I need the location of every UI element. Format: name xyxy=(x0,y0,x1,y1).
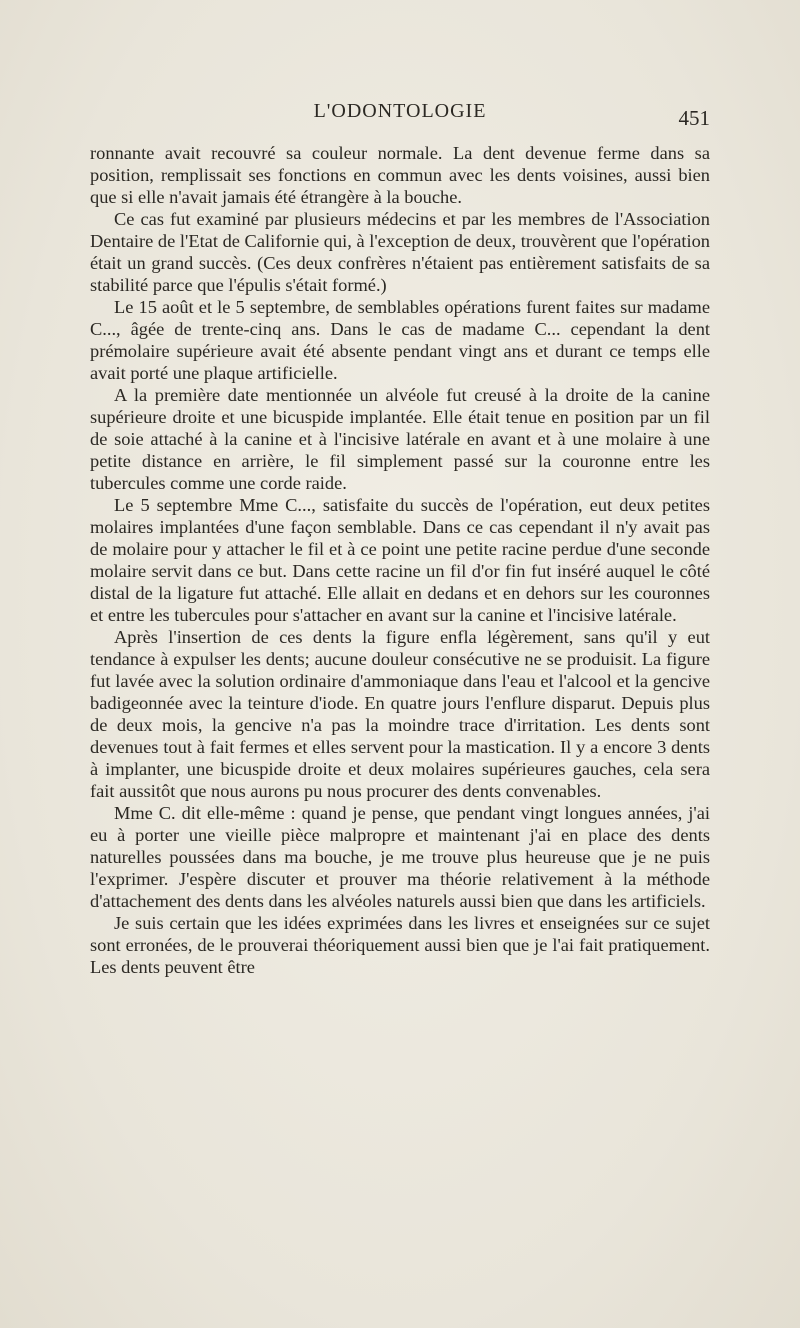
paragraph: Je suis certain que les idées exprimées dans les livres et enseignées sur ce sujet sont erronées, de le prouverai théoriquement aussi bien que je l'ai fait pratiquement. Les dents peuvent être xyxy=(90,913,710,977)
journal-title: L'ODONTOLOGIE xyxy=(313,100,487,122)
paragraph: Ce cas fut examiné par plusieurs médecins et par les membres de l'Association Dentaire de l'Etat de Californie qui, à l'exception de deux, trouvèrent que l'opération était un grand succès. (Ces deux confrères n'étaient pas entièrement satisfaits de sa stabilité parce que l'épulis s'était formé.) xyxy=(90,209,710,295)
running-head xyxy=(90,96,710,130)
paragraph: Après l'insertion de ces dents la figure enfla légèrement, sans qu'il y eut tendance à expulser les dents; aucune douleur consécutive ne se produisit. La figure fut lavée avec la solution ordinaire d'ammoniaque dans l'eau et l'alcool et la gencive badigeonnée avec la teinture d'iode. En quatre jours l'enflure disparut. Depuis plus de deux mois, la gencive n'a pas la moindre trace d'irritation. Les dents sont devenues tout à fait fermes et elles servent pour la mastication. Il y a encore 3 dents à implanter, une bicuspide droite et deux molaires supérieures gauches, cela sera fait aussitôt que nous aurons pu nous procurer des dents convenables. xyxy=(90,627,710,801)
paragraph: Le 5 septembre Mme C..., satisfaite du succès de l'opération, eut deux petites molaires implantées d'une façon semblable. Dans ce cas cependant il n'y avait pas de molaire pour y attacher le fil et à ce point une petite racine perdue d'une seconde molaire servit dans ce but. Dans cette racine un fil d'or fin fut inséré auquel le côté distal de la ligature fut attaché. Elle allait en dedans et en dehors sur les couronnes et entre les tubercules pour s'attacher en avant sur la canine et l'incisive latérale. xyxy=(90,495,710,625)
body-text xyxy=(90,142,710,978)
page-number: 451 xyxy=(678,106,710,130)
paragraph: A la première date mentionnée un alvéole fut creusé à la droite de la canine supérieure droite et une bicuspide implantée. Elle était tenue en position par un fil de soie attaché à la canine et à l'incisive latérale en avant et à une molaire à une petite distance en arrière, le fil simplement passé sur la couronne entre les tubercules comme une corde raide. xyxy=(90,385,710,493)
paragraph: ronnante avait recouvré sa couleur normale. La dent devenue ferme dans sa position, remplissait ses fonctions en commun avec les dents voisines, aussi bien que si elle n'avait jamais été étrangère à la bouche. xyxy=(90,143,710,207)
paragraph: Mme C. dit elle-même : quand je pense, que pendant vingt longues années, j'ai eu à porter une vieille pièce malpropre et maintenant j'ai en place des dents naturelles poussées dans ma bouche, je me trouve plus heureuse que je ne puis l'exprimer. J'espère discuter et prouver ma théorie relativement à la méthode d'attachement des dents dans les alvéoles naturels aussi bien que dans les artificiels. xyxy=(90,803,710,911)
paragraph: Le 15 août et le 5 septembre, de semblables opérations furent faites sur madame C..., âgée de trente-cinq ans. Dans le cas de madame C... cependant la dent prémolaire supérieure avait été absente pendant vingt ans et durant ce temps elle avait porté une plaque artificielle. xyxy=(90,297,710,383)
